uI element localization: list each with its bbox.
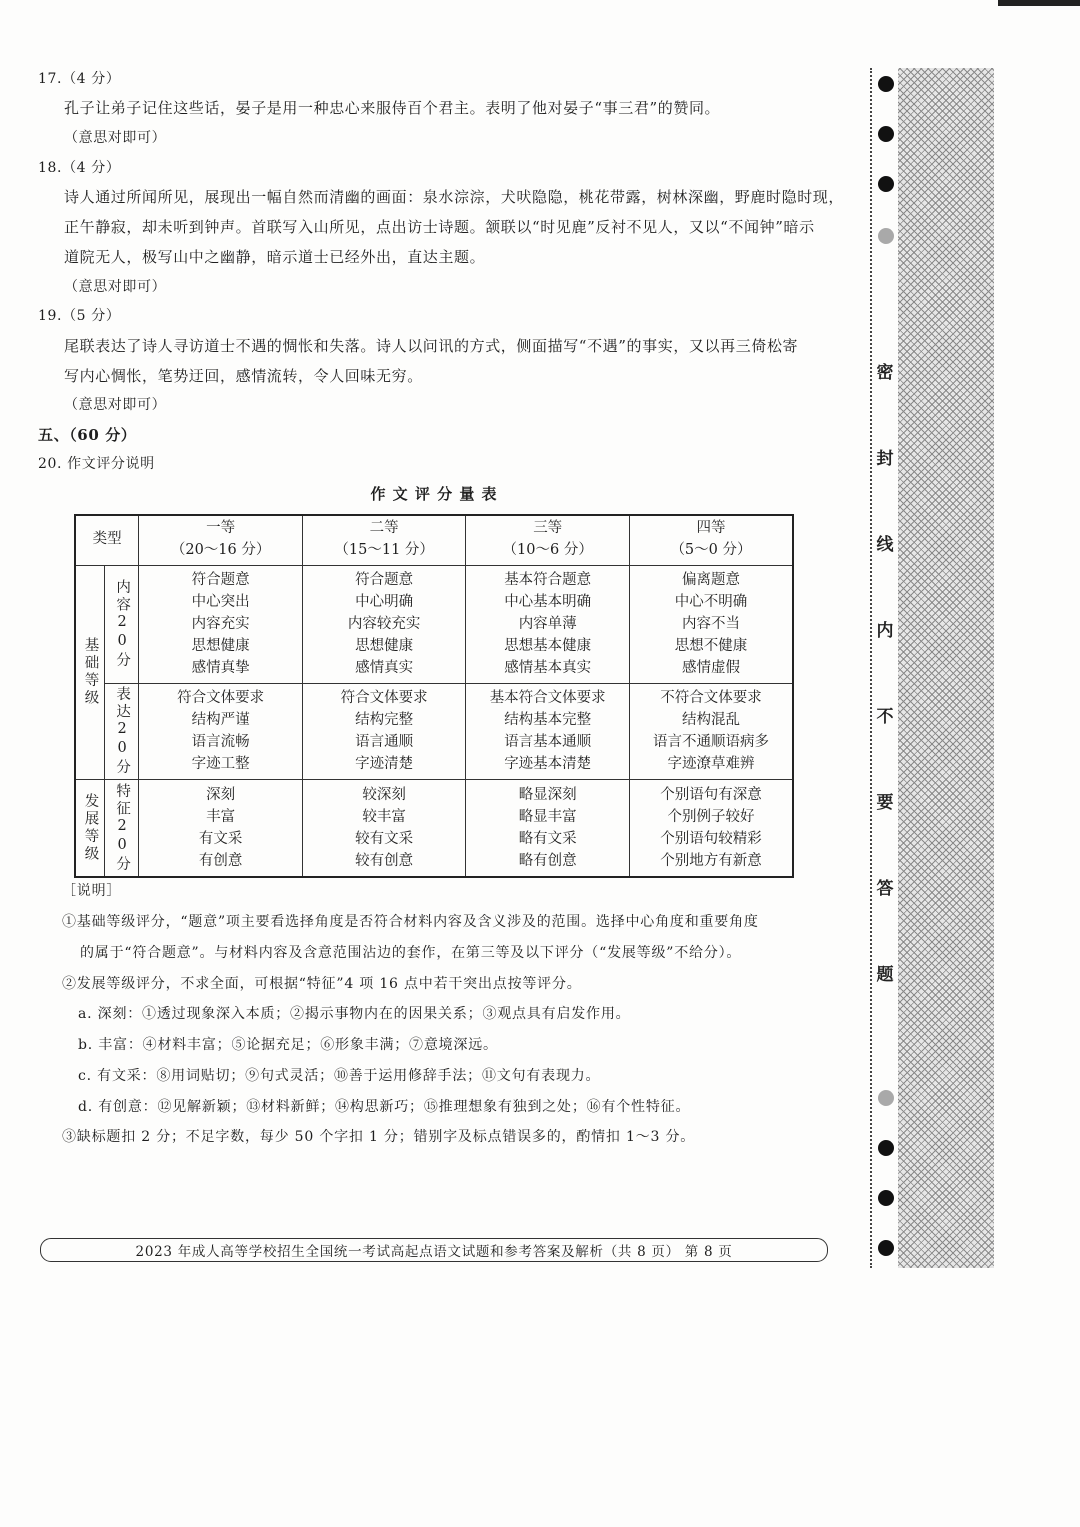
content-label-cell	[105, 565, 139, 683]
note-2b: b. 丰富：④材料丰富；⑤论据充足；⑥形象丰满；⑦意境深远。	[78, 1037, 498, 1053]
notes-heading: ［说明］	[62, 883, 122, 899]
q19-note: （意思对即可）	[64, 397, 167, 413]
criterion: 略显深刻	[518, 786, 577, 803]
grade-range: （5～0 分）	[670, 542, 752, 559]
note-1-line2: 的属于“符合题意”。与材料内容及含意范围沾边的套作，在第三等及以下评分（“发展等级”不给分）。	[80, 945, 742, 961]
feature-label-cell	[105, 779, 139, 877]
grade-header-1	[139, 515, 303, 565]
q18-answer-line1: 诗人通过所闻所见，展现出一幅自然而清幽的画面：泉水淙淙，犬吠隐隐，桃花带露，树林深幽，野鹿时隐时现，	[64, 188, 845, 206]
dev-level-label: 发展等级	[82, 792, 99, 863]
binding-hole-icon	[878, 228, 894, 244]
note-1-line1: ①基础等级评分，“题意”项主要看选择角度是否符合材料内容及含义涉及的范围。选择中心角度和重要角度	[62, 914, 759, 930]
criterion: 基本符合题意	[504, 572, 592, 588]
feature-grade-3	[466, 779, 630, 877]
criterion: 语言不通顺语病多	[652, 734, 769, 750]
criterion: 中心突出	[191, 594, 250, 610]
binding-hole-icon	[878, 1190, 894, 1206]
content-row	[75, 565, 793, 683]
criterion: 个别语句较精彩	[660, 830, 762, 847]
note-2c: c. 有文采：⑧用词贴切；⑨句式灵活；⑩善于运用修辞手法；⑪文句有表现力。	[78, 1068, 601, 1084]
binding-hole-icon	[878, 126, 894, 142]
content-label: 内容20分	[114, 578, 131, 670]
seal-char: 封	[876, 449, 894, 469]
criterion: 结构基本完整	[504, 712, 592, 728]
criterion: 符合文体要求	[340, 690, 428, 706]
q18-answer-line2: 正午静寂，却未听到钟声。首联写入山所见，点出访士诗题。颔联以“时见鹿”反衬不见人，又以“不闻钟”暗示	[64, 218, 815, 236]
content-grade-2	[302, 565, 466, 683]
criterion: 思想健康	[355, 638, 414, 654]
criterion: 符合题意	[355, 572, 414, 588]
criterion: 感情真挚	[191, 660, 250, 676]
note-2d: d. 有创意：⑫见解新颖；⑬材料新鲜；⑭构思新巧；⑮推理想象有独到之处；⑯有个性特征。	[78, 1099, 691, 1115]
type-header: 类型	[75, 515, 139, 565]
seal-char: 线	[876, 535, 894, 555]
criterion: 个别地方有新意	[660, 852, 762, 869]
criterion: 思想不健康	[674, 638, 748, 654]
q18-note: （意思对即可）	[64, 279, 167, 295]
criterion: 中心基本明确	[504, 594, 592, 610]
section-five-heading: 五、（60 分）	[38, 426, 137, 444]
criterion: 字迹工整	[191, 756, 250, 772]
feature-grade-1	[139, 779, 303, 877]
criterion: 字迹潦草难辨	[667, 756, 755, 772]
grade-name: 二等	[369, 520, 399, 537]
criterion: 感情真实	[355, 660, 414, 676]
criterion: 思想基本健康	[504, 638, 592, 654]
q17-heading: 17.（4 分）	[38, 71, 121, 87]
seal-char: 内	[876, 621, 894, 641]
grade-header-4	[629, 515, 793, 565]
criterion: 语言流畅	[191, 734, 250, 750]
feature-grade-2	[302, 779, 466, 877]
criterion: 不符合文体要求	[660, 690, 762, 706]
note-2: ②发展等级评分，不求全面，可根据“特征”4 项 16 点中若干突出点按等评分。	[62, 976, 582, 992]
criterion: 内容较充实	[347, 616, 421, 632]
criterion: 语言基本通顺	[504, 734, 592, 750]
criterion: 结构混乱	[681, 712, 740, 728]
criterion: 内容充实	[191, 616, 250, 632]
criterion: 符合题意	[191, 572, 250, 588]
hatched-binding-area	[898, 68, 994, 1268]
footer-text: 2023 年成人高等学校招生全国统一考试高起点语文试题和参考答案及解析（共 8 页） 第 8 页	[135, 1244, 733, 1260]
grade-header-2	[302, 515, 466, 565]
grade-range: （10～6 分）	[502, 542, 593, 559]
criterion: 较有创意	[355, 852, 414, 869]
criterion: 字迹清楚	[355, 756, 414, 772]
criterion: 符合文体要求	[177, 690, 265, 706]
seal-char: 密	[876, 363, 894, 383]
criterion: 略显丰富	[518, 808, 577, 825]
note-3: ③缺标题扣 2 分；不足字数，每少 50 个字扣 1 分；错别字及标点错误多的，酌情扣 1～3 分。	[62, 1129, 696, 1145]
criterion: 中心不明确	[674, 594, 748, 610]
content-grade-4	[629, 565, 793, 683]
expression-grade-3	[466, 683, 630, 779]
q19-answer-line2: 写内心惆怅，笔势迂回，感情流转，令人回味无穷。	[64, 367, 423, 385]
basic-level-label: 基础等级	[82, 637, 99, 707]
expression-grade-1	[139, 683, 303, 779]
expression-grade-4	[629, 683, 793, 779]
expression-label-cell	[105, 683, 139, 779]
q20-heading: 20. 作文评分说明	[38, 456, 155, 472]
criterion: 字迹基本清楚	[504, 756, 592, 772]
grade-name: 四等	[696, 520, 726, 537]
feature-label: 特征20分	[114, 782, 131, 873]
criterion: 略有文采	[518, 830, 577, 847]
criterion: 偏离题意	[681, 572, 740, 588]
corner-mark	[998, 0, 1080, 6]
grade-range: （15～11 分）	[334, 542, 434, 559]
q17-answer: 孔子让弟子记住这些话，晏子是用一种忠心来服侍百个君主。表明了他对晏子“事三君”的赞同。	[64, 99, 721, 117]
table-title: 作 文 评 分 量 表	[370, 485, 498, 503]
criterion: 中心明确	[355, 594, 414, 610]
page-footer	[40, 1238, 828, 1262]
scoring-table	[74, 514, 794, 878]
criterion: 较有文采	[355, 830, 414, 847]
expression-label: 表达20分	[114, 685, 131, 777]
criterion: 深刻	[206, 786, 236, 803]
expression-row	[75, 683, 793, 779]
criterion: 丰富	[206, 808, 236, 825]
content-grade-3	[466, 565, 630, 683]
q19-heading: 19.（5 分）	[38, 308, 121, 324]
seal-char: 题	[876, 965, 894, 985]
criterion: 个别例子较好	[667, 808, 755, 825]
binding-hole-icon	[878, 76, 894, 92]
binding-hole-icon	[878, 1240, 894, 1256]
criterion: 较丰富	[362, 808, 406, 825]
binding-hole-icon	[878, 176, 894, 192]
q17-note: （意思对即可）	[64, 130, 167, 146]
binding-hole-icon	[878, 1140, 894, 1156]
criterion: 语言通顺	[355, 734, 414, 750]
q18-answer-line3: 道院无人，极写山中之幽静，暗示道士已经外出，直达主题。	[64, 248, 486, 266]
criterion: 感情虚假	[681, 660, 740, 676]
content-grade-1	[139, 565, 303, 683]
feature-row	[75, 779, 793, 877]
seal-char: 不	[876, 707, 894, 727]
binding-hole-icon	[878, 1090, 894, 1106]
table-header-row	[75, 515, 793, 565]
dev-level-cell	[75, 779, 105, 877]
criterion: 有文采	[198, 830, 243, 847]
criterion: 内容单薄	[518, 616, 577, 632]
seal-char: 答	[876, 879, 894, 899]
criterion: 感情基本真实	[504, 660, 592, 676]
q18-heading: 18.（4 分）	[38, 160, 121, 176]
grade-name: 一等	[206, 520, 236, 537]
criterion: 略有创意	[518, 852, 577, 869]
criterion: 较深刻	[362, 786, 406, 803]
grade-range: （20～16 分）	[170, 542, 271, 559]
criterion: 结构完整	[355, 712, 414, 728]
criterion: 基本符合文体要求	[489, 690, 606, 706]
expression-grade-2	[302, 683, 466, 779]
criterion: 思想健康	[191, 638, 250, 654]
q19-answer-line1: 尾联表达了诗人寻访道士不遇的惆怅和失落。诗人以问讯的方式，侧面描写“不遇”的事实，又以再三倚松寄	[64, 337, 799, 355]
criterion: 有创意	[198, 852, 243, 869]
criterion: 内容不当	[681, 616, 740, 632]
grade-name: 三等	[533, 520, 563, 537]
feature-grade-4	[629, 779, 793, 877]
criterion: 个别语句有深意	[660, 786, 762, 803]
note-2a: a. 深刻：①透过现象深入本质；②揭示事物内在的因果关系；③观点具有启发作用。	[78, 1006, 631, 1022]
grade-header-3	[466, 515, 630, 565]
criterion: 结构严谨	[191, 712, 250, 728]
seal-dotted-line	[870, 68, 872, 1268]
seal-char: 要	[876, 793, 894, 813]
basic-level-cell	[75, 565, 105, 779]
